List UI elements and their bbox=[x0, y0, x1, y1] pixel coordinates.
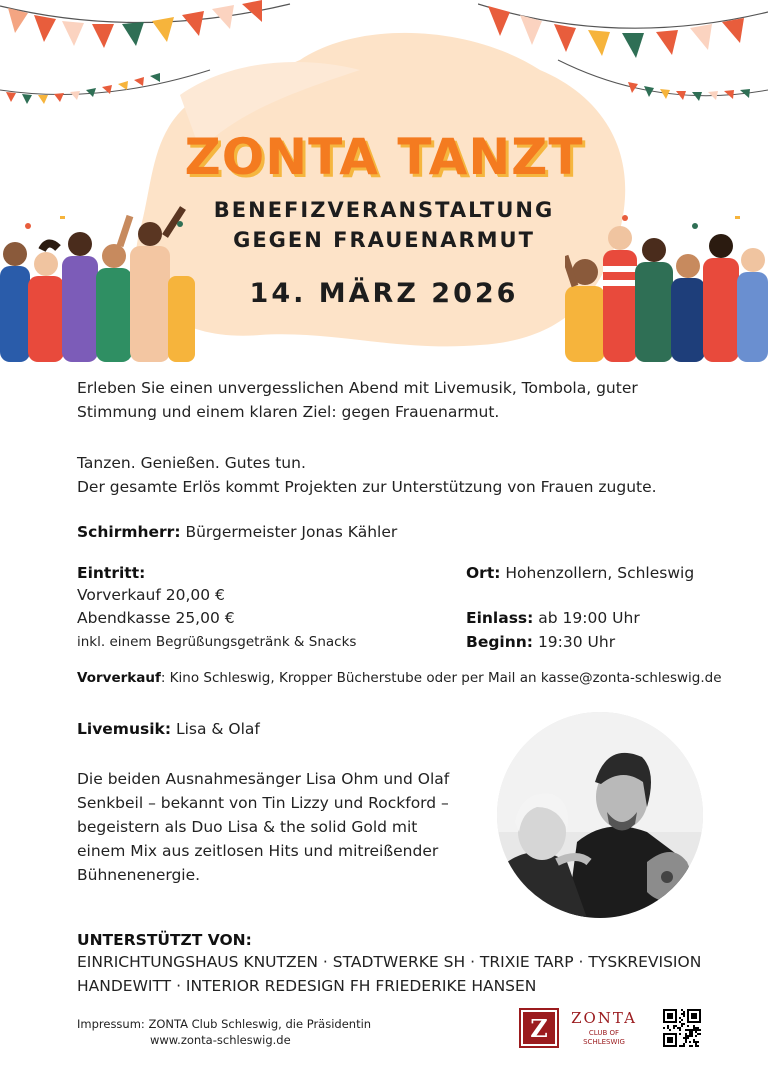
sponsors-heading bbox=[77, 929, 252, 953]
eintritt-label bbox=[77, 562, 145, 586]
logo-mark: Z bbox=[530, 1014, 548, 1043]
einlass-value: ab 19:00 Uhr bbox=[533, 609, 640, 627]
eintritt-box-office: Abendkasse 25,00 € bbox=[77, 609, 235, 627]
qr-code[interactable] bbox=[663, 1009, 701, 1051]
bunting-right bbox=[478, 0, 768, 110]
intro-line4: Der gesamte Erlös kommt Projekten zur Unterstützung von Frauen zugute. bbox=[77, 478, 657, 496]
livemusik bbox=[77, 718, 260, 742]
schirmherr bbox=[77, 521, 397, 545]
ort-label: Ort: bbox=[466, 564, 501, 582]
bunting-left bbox=[0, 0, 300, 110]
header-banner bbox=[0, 0, 768, 362]
livemusik-desc2: Senkbeil – bekannt von Tin Lizzy und Rockford – bbox=[77, 794, 449, 812]
intro-line1: Erleben Sie einen unvergesslichen Abend mit Livemusik, Tombola, guter bbox=[77, 379, 638, 397]
intro-line3: Tanzen. Genießen. Gutes tun. bbox=[77, 454, 306, 472]
sponsors-line1: EINRICHTUNGSHAUS KNUTZEN · STADTWERKE SH · TRIXIE TARP · TYSKREVISION bbox=[77, 953, 702, 971]
band-photo bbox=[497, 712, 703, 918]
schirmherr-value: Bürgermeister Jonas Kähler bbox=[180, 523, 398, 541]
vorverkauf-label: Vorverkauf bbox=[77, 670, 161, 686]
impressum: Impressum: ZONTA Club Schleswig, die Präsidentin bbox=[77, 1017, 372, 1031]
eintritt-presale: Vorverkauf 20,00 € bbox=[77, 586, 225, 604]
logo-name: ZONTA bbox=[571, 1009, 637, 1027]
eintritt-label-text: Eintritt: bbox=[77, 564, 146, 582]
website-url: www.zonta-schleswig.de bbox=[150, 1033, 291, 1047]
event-subtitle-line1: BENEFIZVERANSTALTUNG bbox=[213, 198, 555, 222]
beginn bbox=[466, 631, 615, 655]
beginn-value: 19:30 Uhr bbox=[533, 633, 616, 651]
intro-line2: Stimmung und einem klaren Ziel: gegen Frauenarmut. bbox=[77, 403, 500, 421]
sponsors-heading-text: UNTERSTÜTZT VON: bbox=[77, 931, 252, 949]
schirmherr-label: Schirmherr: bbox=[77, 523, 181, 541]
vorverkauf-value: : Kino Schleswig, Kropper Bücherstube oder per Mail an kasse@zonta-schleswig.de bbox=[160, 670, 722, 686]
event-subtitle-line2: GEGEN FRAUENARMUT bbox=[233, 228, 535, 252]
livemusik-label: Livemusik: bbox=[77, 720, 172, 738]
sponsors-line2: HANDEWITT · INTERIOR REDESIGN FH FRIEDERIKE HANSEN bbox=[77, 977, 537, 995]
logo-sub1: CLUB OF bbox=[588, 1029, 620, 1037]
vorverkauf bbox=[77, 667, 722, 691]
ort bbox=[466, 562, 694, 586]
livemusik-desc1: Die beiden Ausnahmesänger Lisa Ohm und Olaf bbox=[77, 770, 450, 788]
livemusik-desc5: Bühnenenergie. bbox=[77, 866, 201, 884]
einlass-label: Einlass: bbox=[466, 609, 534, 627]
zonta-logo bbox=[519, 1008, 645, 1052]
einlass bbox=[466, 607, 640, 631]
eintritt-note: inkl. einem Begrüßungsgetränk & Snacks bbox=[77, 634, 357, 650]
beginn-label: Beginn: bbox=[466, 633, 534, 651]
livemusik-desc3: begeistern als Duo Lisa & the solid Gold mit bbox=[77, 818, 418, 836]
event-date: 14. MÄRZ 2026 bbox=[249, 278, 519, 309]
livemusik-desc4: einem Mix aus zeitlosen Hits und mitreißender bbox=[77, 842, 439, 860]
ort-value: Hohenzollern, Schleswig bbox=[500, 564, 695, 582]
livemusik-value: Lisa & Olaf bbox=[171, 720, 260, 738]
logo-sub2: SCHLESWIG bbox=[583, 1038, 625, 1046]
event-title: ZONTA TANZT bbox=[184, 128, 584, 186]
